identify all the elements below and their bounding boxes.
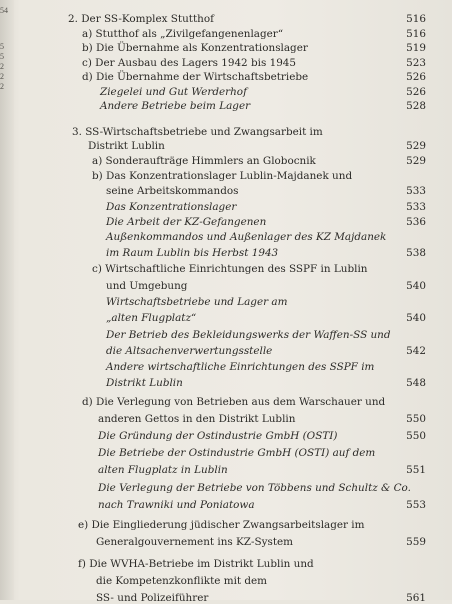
toc-page-number: 540 xyxy=(406,312,426,324)
toc-entry[interactable] xyxy=(100,100,250,112)
toc-entry[interactable] xyxy=(98,413,295,425)
toc-entry-title: anderen Gettos in den Distrikt Lublin xyxy=(98,413,296,425)
toc-entry[interactable] xyxy=(106,329,391,341)
edge-mark: 2 xyxy=(0,72,4,81)
toc-entry-title: SS- und Polizeiführer xyxy=(96,592,209,604)
toc-entry-title: 3. SS-Wirtschaftsbetriebe und Zwangsarbeit im xyxy=(72,126,323,138)
toc-page-number: 553 xyxy=(406,499,426,511)
toc-entry-title: Die Gründung der Ostindustrie GmbH (OSTI) xyxy=(98,430,338,442)
toc-entry[interactable] xyxy=(106,201,236,213)
toc-page-number: 533 xyxy=(406,185,426,197)
toc-entry-title: Wirtschaftsbetriebe und Lager am xyxy=(106,296,288,308)
toc-entry-title: 2. Der SS-Komplex Stutthof xyxy=(68,13,214,25)
toc-entry[interactable] xyxy=(98,430,337,442)
toc-entry[interactable] xyxy=(98,464,228,476)
toc-entry[interactable] xyxy=(78,519,364,531)
toc-entry-title: c) Wirtschaftliche Einrichtungen des SSPF in Lublin xyxy=(92,263,368,275)
toc-entry-title: „alten Flugplatz“ xyxy=(106,312,197,324)
toc-entry-title: f) Die WVHA-Betriebe im Distrikt Lublin und xyxy=(78,558,314,570)
toc-entry[interactable] xyxy=(92,155,316,167)
toc-entry-title: d) Die Verlegung von Betrieben aus dem Warschauer und xyxy=(82,396,386,408)
toc-entry-title: e) Die Eingliederung jüdischer Zwangsarbeitslager im xyxy=(78,519,365,531)
toc-entry[interactable] xyxy=(96,592,208,604)
toc-entry-title: a) Stutthof als „Zivilgefangenenlager“ xyxy=(82,28,284,40)
toc-entry-title: d) Die Übernahme der Wirtschaftsbetriebe xyxy=(82,71,309,83)
toc-entry-title: die Kompetenzkonflikte mit dem xyxy=(96,575,268,587)
toc-entry-title: nach Trawniki und Poniatowa xyxy=(98,499,255,511)
edge-mark: 2 xyxy=(0,82,4,91)
toc-entry[interactable] xyxy=(106,377,183,389)
toc-entry[interactable] xyxy=(106,231,386,243)
toc-entry[interactable] xyxy=(88,140,165,152)
toc-entry-title: und Umgebung xyxy=(106,280,188,292)
toc-page-number: 542 xyxy=(406,345,426,357)
toc-entry[interactable] xyxy=(98,482,411,494)
toc-page-number: 516 xyxy=(406,28,426,40)
toc-entry[interactable] xyxy=(106,312,196,324)
edge-mark: 2 xyxy=(0,62,4,71)
toc-page-number: 536 xyxy=(406,216,426,228)
toc-entry-title: Andere wirtschaftliche Einrichtungen des SSPF im xyxy=(106,361,375,373)
toc-entry-title: im Raum Lublin bis Herbst 1943 xyxy=(106,247,279,259)
toc-entry[interactable] xyxy=(106,216,266,228)
toc-entry[interactable] xyxy=(96,575,267,587)
toc-page-number: 529 xyxy=(406,140,426,152)
toc-page-number: 559 xyxy=(406,536,426,548)
toc-entry-title: Die Betriebe der Ostindustrie GmbH (OSTI) auf dem xyxy=(98,447,376,459)
toc-page-number: 540 xyxy=(406,280,426,292)
toc-page-number: 551 xyxy=(406,464,426,476)
toc-entry[interactable] xyxy=(106,280,187,292)
toc-entry-title: Der Betrieb des Bekleidungswerks der Waffen-SS und xyxy=(106,329,391,341)
toc-entry[interactable] xyxy=(78,558,314,570)
toc-page-number: 550 xyxy=(406,413,426,425)
toc-entry-title: seine Arbeitskommandos xyxy=(106,185,239,197)
toc-entry-title: Die Verlegung der Betriebe von Többens und Schultz & Co. xyxy=(98,482,411,494)
toc-entry[interactable] xyxy=(106,247,278,259)
toc-entry[interactable] xyxy=(82,57,296,69)
toc-entry-title: Andere Betriebe beim Lager xyxy=(100,100,251,112)
toc-entry[interactable] xyxy=(100,86,247,98)
toc-entry[interactable] xyxy=(92,263,367,275)
toc-entry-title: die Altsachenverwertungsstelle xyxy=(106,345,273,357)
toc-entry[interactable] xyxy=(106,345,272,357)
toc-entry[interactable] xyxy=(98,499,255,511)
toc-entry[interactable] xyxy=(98,447,375,459)
toc-entry[interactable] xyxy=(106,361,374,373)
toc-entry[interactable] xyxy=(106,296,287,308)
toc-entry[interactable] xyxy=(72,126,323,138)
toc-page-number: 526 xyxy=(406,86,426,98)
toc-entry[interactable] xyxy=(82,28,283,40)
toc-entry[interactable] xyxy=(96,536,293,548)
edge-mark: 54 xyxy=(0,6,8,15)
toc-entry-title: b) Das Konzentrationslager Lublin-Majdanek und xyxy=(92,170,353,182)
toc-page-number: 550 xyxy=(406,430,426,442)
toc-entry-title: Außenkommandos und Außenlager des KZ Majdanek xyxy=(106,231,387,243)
toc-entry-title: Die Arbeit der KZ-Gefangenen xyxy=(106,216,267,228)
toc-page-number: 526 xyxy=(406,71,426,83)
toc-entry[interactable] xyxy=(82,71,308,83)
toc-page-number: 523 xyxy=(406,57,426,69)
toc-page-number: 516 xyxy=(406,13,426,25)
toc-entry-title: alten Flugplatz in Lublin xyxy=(98,464,228,476)
toc-page-number: 561 xyxy=(406,592,426,604)
toc-entry[interactable] xyxy=(82,396,385,408)
toc-entry-title: Das Konzentrationslager xyxy=(106,201,237,213)
toc-page-number: 528 xyxy=(406,100,426,112)
toc-entry[interactable] xyxy=(92,170,352,182)
edge-mark: 5 xyxy=(0,52,4,61)
toc-entry-title: b) Die Übernahme als Konzentrationslager xyxy=(82,42,308,54)
toc-page-number: 533 xyxy=(406,201,426,213)
toc-entry-title: Distrikt Lublin xyxy=(106,377,183,389)
toc-entry[interactable] xyxy=(68,13,214,25)
toc-entry-title: Generalgouvernement ins KZ-System xyxy=(96,536,294,548)
toc-entry-title: Ziegelei und Gut Werderhof xyxy=(100,86,247,98)
toc-entry-title: a) Sonderaufträge Himmlers an Globocnik xyxy=(92,155,316,167)
toc-page-number: 529 xyxy=(406,155,426,167)
toc-page-number: 548 xyxy=(406,377,426,389)
toc-page-number: 519 xyxy=(406,42,426,54)
edge-mark: 5 xyxy=(0,42,4,51)
toc-entry[interactable] xyxy=(82,42,308,54)
toc-entry[interactable] xyxy=(106,185,238,197)
toc-entry-title: c) Der Ausbau des Lagers 1942 bis 1945 xyxy=(82,57,297,69)
toc-entry-title: Distrikt Lublin xyxy=(88,140,165,152)
toc-page-number: 538 xyxy=(406,247,426,259)
